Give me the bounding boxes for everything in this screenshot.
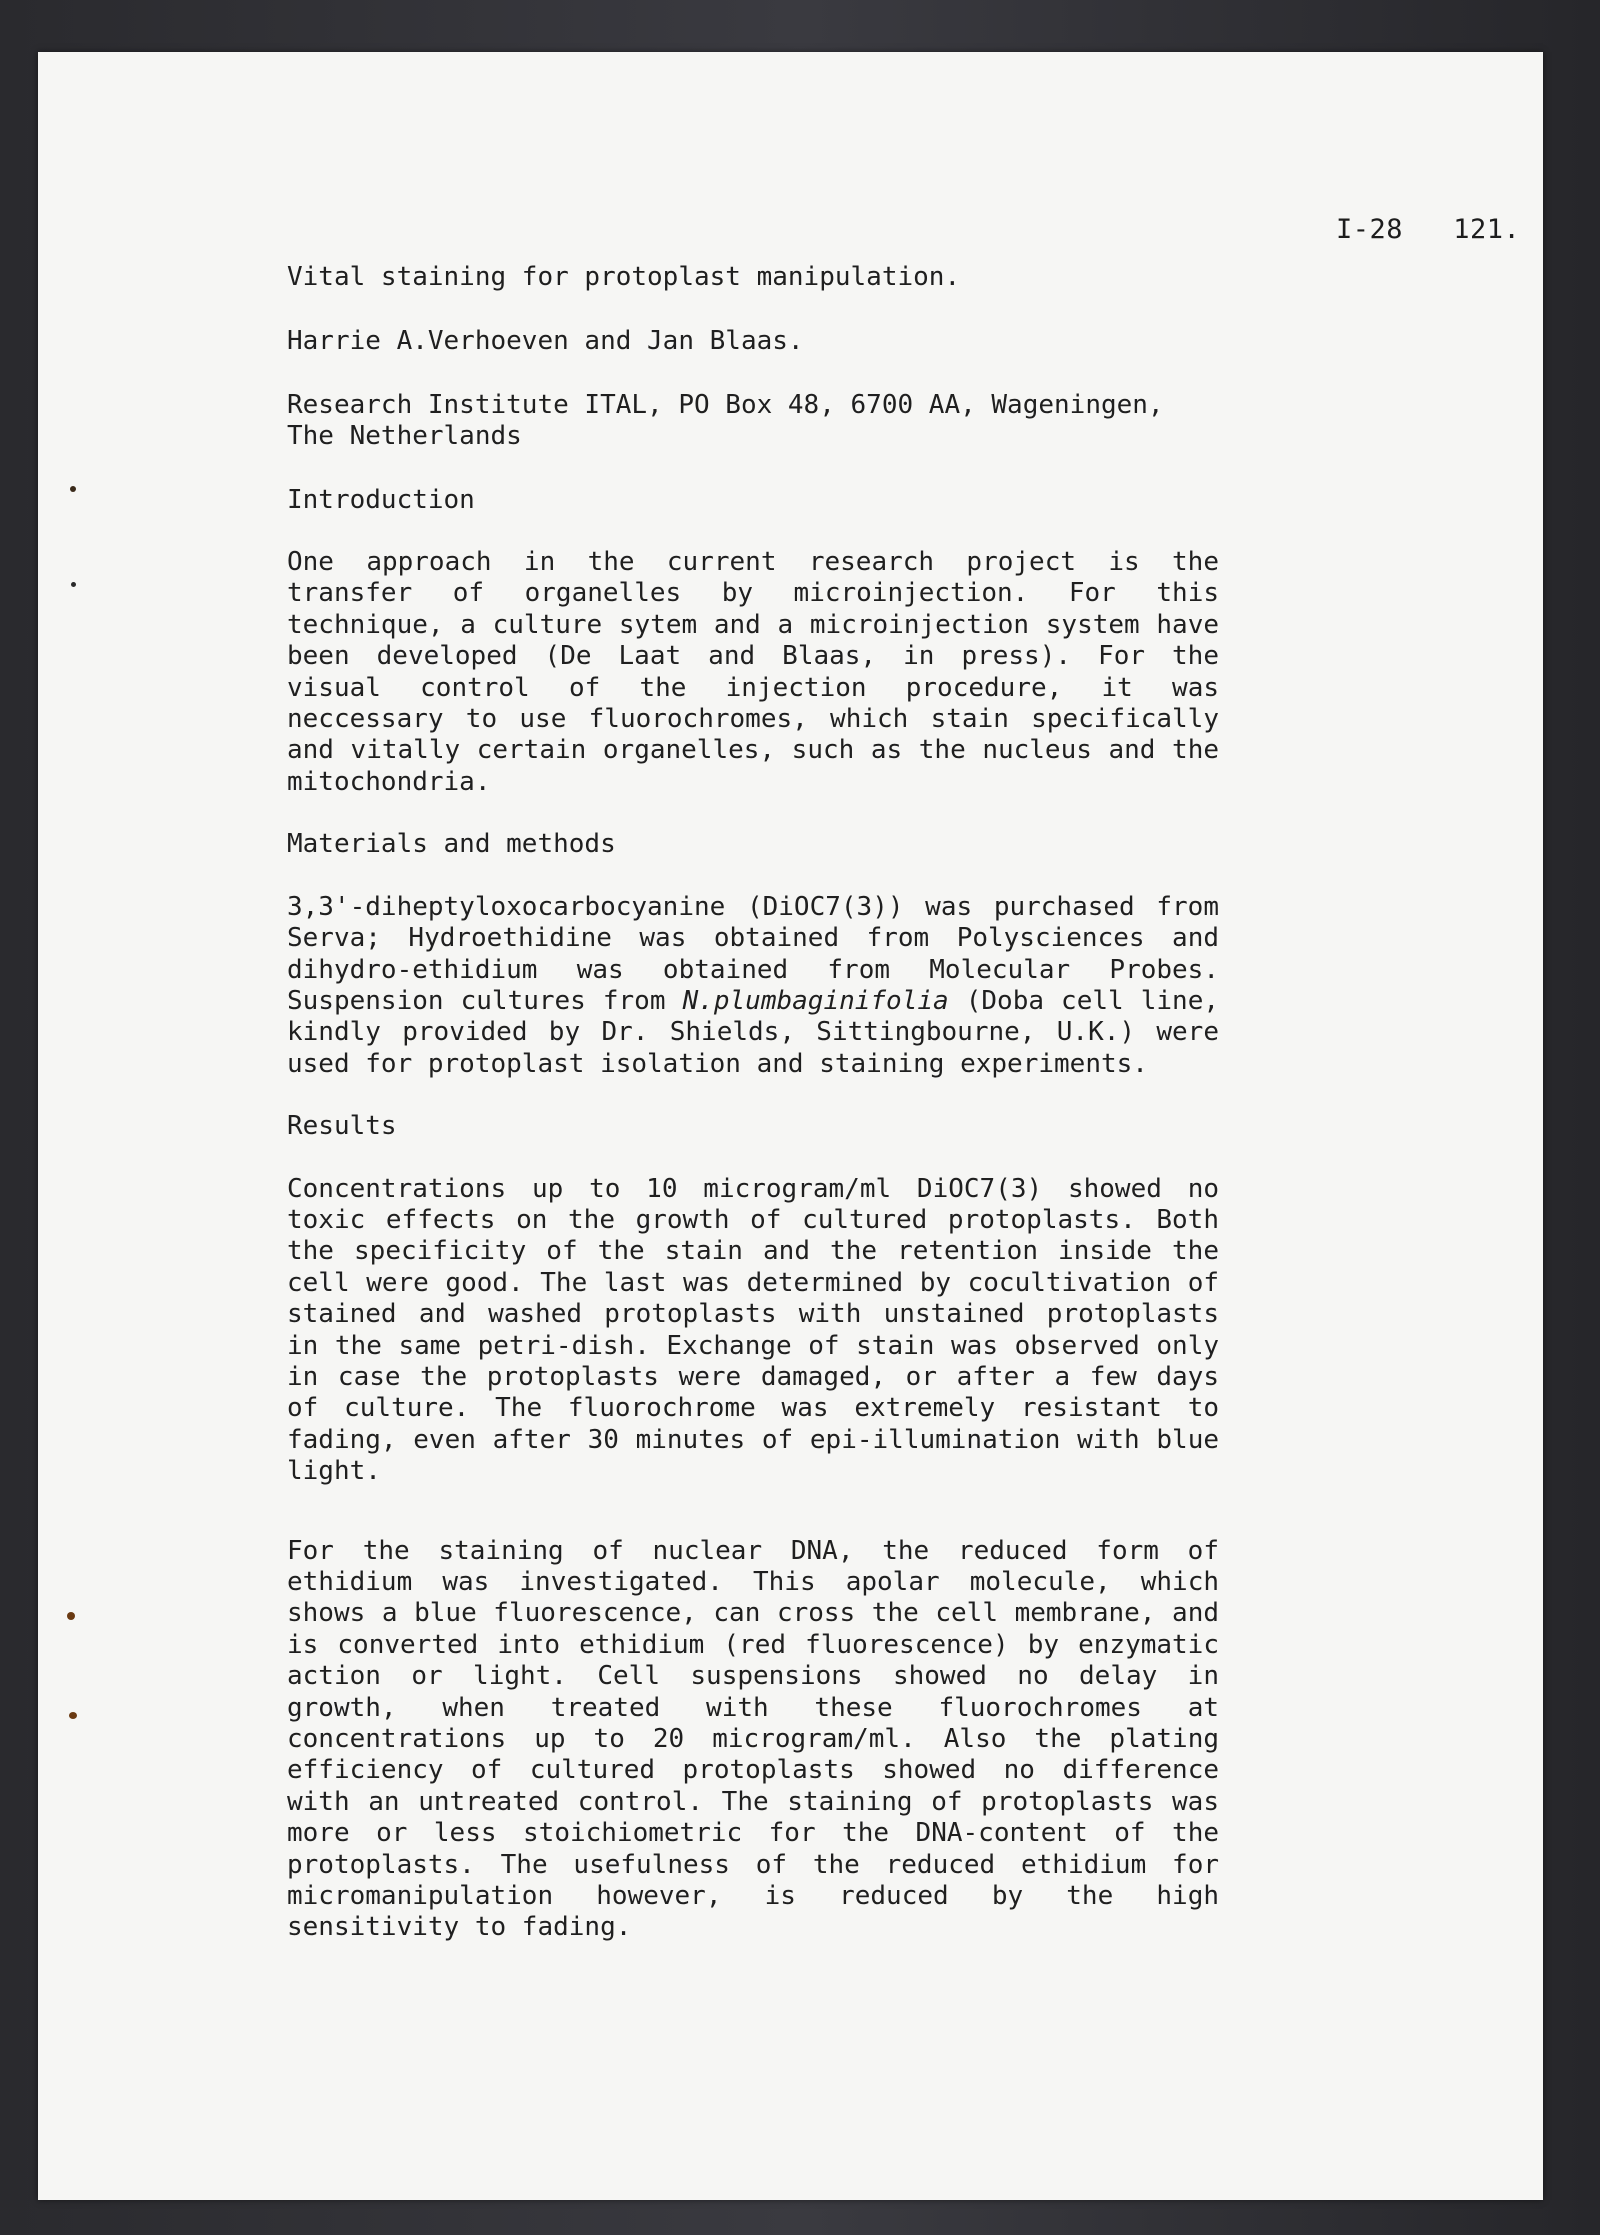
stain-mark (70, 486, 76, 492)
affiliation-line-1: Research Institute ITAL, PO Box 48, 6700 AA, Wageningen, (287, 389, 1164, 420)
results-heading: Results (287, 1111, 397, 1142)
paper-title: Vital staining for protoplast manipulation. (287, 262, 961, 292)
author-affiliation (287, 390, 1219, 453)
affiliation-line-2: The Netherlands (287, 421, 522, 452)
materials-text-before: 3,3'-diheptyloxocarbocyanine (DiOC7(3)) was purchased from Serva; Hydroethidine was obtained from Polysciences and dihydro-ethidium was obtained from Molecular Probes. Suspension cultures from (287, 891, 1219, 1016)
document-body (287, 262, 1219, 1975)
paper-authors: Harrie A.Verhoeven and Jan Blaas. (287, 326, 804, 357)
introduction-heading: Introduction (287, 484, 475, 515)
stain-mark (67, 1612, 75, 1620)
materials-heading: Materials and methods (287, 829, 616, 860)
results-paragraph-2: For the staining of nuclear DNA, the reduced form of ethidium was investigated. This apolar molecule, which shows a blue fluorescence, can cross the cell membrane, and is converted into ethidium (red fluorescence) by enzymatic action or light. Cell suspensions showed no delay in growth, when treated with these fluorochromes at concentrations up to 20 microgram/ml. Also the plating efficiency of cultured protoplasts showed no difference with an untreated control. The staining of protoplasts was more or less stoichiometric for the DNA-content of the protoplasts. The usefulness of the reduced ethidium for micromanipulation however, is reduced by the high sensitivity to fading. (287, 1535, 1219, 1943)
results-paragraph-1: Concentrations up to 10 microgram/ml DiOC7(3) showed no toxic effects on the growth of cultured protoplasts. Both the specificity of the stain and the retention inside the cell were good. The last was determined by cocultivation of stained and washed protoplasts with unstained protoplasts in the same petri-dish. Exchange of stain was observed only in case the protoplasts were damaged, or after a few days of culture. The fluorochrome was extremely resistant to fading, even after 30 minutes of epi-illumination with blue light. (287, 1173, 1219, 1487)
introduction-text: One approach in the current research project is the transfer of organelles by microinjection. For this technique, a culture sytem and a microinjection system have been developed (De Laat and Blaas, in press). For the visual control of the injection procedure, it was neccessary to use fluorochromes, which stain specifically and vitally certain organelles, such as the nucleus and the mitochondria. (287, 547, 1219, 797)
species-name: N.plumbaginifolia (682, 985, 949, 1016)
materials-text-after: (Doba cell line, kindly provided by Dr. Shields, Sittingbourne, U.K.) were used for protoplast isolation and staining experiments. (287, 985, 1219, 1079)
materials-text (287, 892, 1219, 1080)
stain-mark (71, 582, 76, 587)
page-number: I-28 121. (1336, 214, 1521, 245)
stain-mark (69, 1712, 77, 1719)
